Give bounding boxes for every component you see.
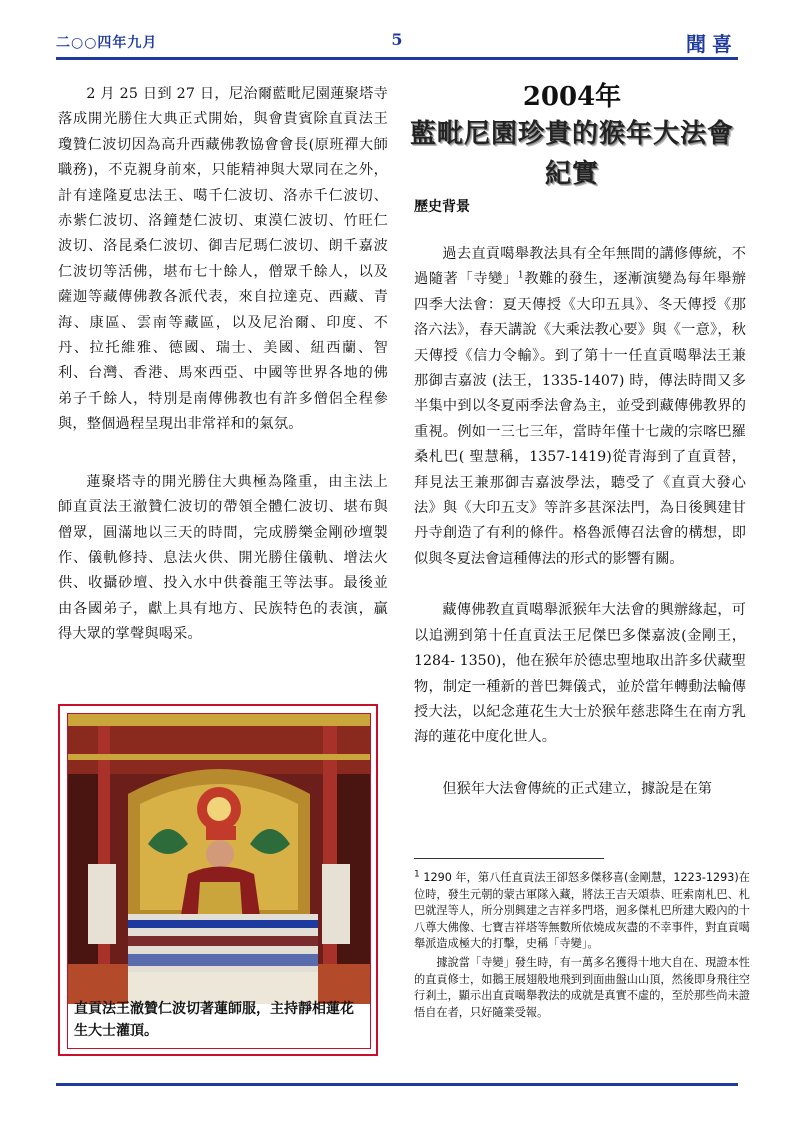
title-main: 藍毗尼園珍貴的猴年大法會紀實 xyxy=(409,119,734,189)
publication-name: 聞喜 xyxy=(686,32,738,56)
right-column xyxy=(414,196,746,802)
right-paragraph-3: 但猴年大法會傳統的正式建立，據說是在第 xyxy=(442,780,712,797)
footer-rule xyxy=(56,1083,738,1086)
photo-frame xyxy=(58,704,378,1056)
footnote-ref: 1 xyxy=(517,270,524,281)
footnote xyxy=(414,870,750,1021)
left-paragraph-2: 蓮聚塔寺的開光勝住大典極為隆重，由主法上師直貢法王澈贊仁波切的帶領全體仁波切、堪布與僧眾，圓滿地以三天的時間，完成勝樂金剛砂壇製作、儀軌修持、息法火供、開光勝住儀軌、增法火供、收攝砂壇、投入水中供養龍王等法事。最後並由各國弟子，獻上具有地方、民族特色的表演，贏得大眾的掌聲與喝采。 xyxy=(58,473,388,643)
p1-text-a: 過去直貢噶舉教法具有全年無間的講修傳統，不過隨著「寺變」 xyxy=(414,246,746,288)
footnote-number: 1 xyxy=(414,869,420,880)
footnote-text-2: 據說當「寺變」發生時，有一萬多名獲得十地大自在、現證本性的直貢修士，如鵝王展翅般地飛到到面曲盤山山頂，然後即身飛往空行剎土，顯示出直貢噶舉教法的成就是真實不虛的，至於那些尚未證悟自在者，只好隨業受報。 xyxy=(414,955,750,1019)
photo-caption: 直貢法王澈贊仁波切著蓮師服，主持靜相蓮花生大士灌頂。 xyxy=(74,1001,354,1039)
footnote-rule xyxy=(414,858,604,859)
page-header xyxy=(56,28,738,56)
footnote-text-1: 1290 年，第八任直貢法王卻怒多傑移喜(金剛慧，1223-1293)在位時，發生元朝的蒙古軍隊入藏，將法王吉天頌恭、旺索南札巴、札巴就涅等人，所分別興建之吉祥多門塔，迥多傑札巴所建大殿內的十八尊大佛像、七寶吉祥塔等無數所依燒成灰盡的不幸事件，對直貢噶舉派造成極大的打擊，史稱「寺變」。 xyxy=(414,871,750,951)
photo-inner xyxy=(67,713,371,1049)
ceremony-photo xyxy=(68,714,370,1004)
article-title xyxy=(402,80,742,194)
section-heading: 歷史背景 xyxy=(414,199,470,215)
right-paragraph-1 xyxy=(414,242,746,572)
page-number: 5 xyxy=(391,30,403,49)
right-paragraph-2: 藏傳佛教直貢噶舉派猴年大法會的興辦緣起，可以追溯到第十任直貢法王尼傑巴多傑嘉波(金剛王，1284- 1350)，他在猴年於德忠聖地取出許多伏藏聖物，制定一種新的普巴舞儀式，並於當年轉動法輪傳授大法，以紀念蓮花生大士於猴年慈悲降生在南方乳海的蓮花中度化世人。 xyxy=(414,602,746,746)
issue-date: 二○○四年九月 xyxy=(56,35,158,51)
footnote-1 xyxy=(414,870,750,953)
title-year: 2004年 xyxy=(522,82,622,112)
left-paragraph-1: 2 月 25 日到 27 日，尼治爾藍毗尼園蓮聚塔寺落成開光勝住大典正式開始，與會貴賓除直貢法王瓊贊仁波切因為高升西藏佛教協會會長(原班禪大師職務)，不克親身前來，只能精神與大眾同在之外，計有達隆夏忠法王、噶千仁波切、洛赤千仁波切、赤紫仁波切、洛鐘楚仁波切、東漠仁波切、竹旺仁波切、洛昆桑仁波切、御吉尼瑪仁波切、朗千嘉波仁波切等活佛，堪布七十餘人，僧眾千餘人，以及薩迦等藏傳佛教各派代表，來自拉達克、西藏、青海、康區、雲南等藏區，以及尼治爾、印度、不丹、拉托維雅、德國、瑞士、美國、紐西蘭、智利、台灣、香港、馬來西亞、中國等世界各地的佛弟子千餘人，特別是南傳佛教也有許多僧侶全程參與，整個過程呈現出非常祥和的氣氛。 xyxy=(58,86,388,433)
p1-text-b: 教難的發生，逐漸演變為每年舉辦四季大法會：夏天傳授《大印五具》、冬天傳授《那洛六法》，春天講說《大乘法教心要》與《一意》，秋天傳授《信力令輸》。到了第十一任直貢噶舉法王兼那御吉嘉波 (法王，1335-1407) 時，傳法時間又多半集中到以冬夏兩季法會為主，並受到藏傳佛教界的重視。例如一三七三年，當時年僅十七歲的宗喀巴羅桑札巴( 聖慧稱，1357-1419)從青海到了直貢替，拜見法王兼那御吉嘉波學法，聽受了《直貢大發心法》與《大印五支》等許多甚深法門，為日後興建甘丹寺創造了有利的條件。格魯派傳召法會的構想，即似與冬夏法會這種傳法的形式的影響有關。 xyxy=(414,271,746,567)
left-column xyxy=(58,82,388,648)
header-rule xyxy=(56,57,738,60)
